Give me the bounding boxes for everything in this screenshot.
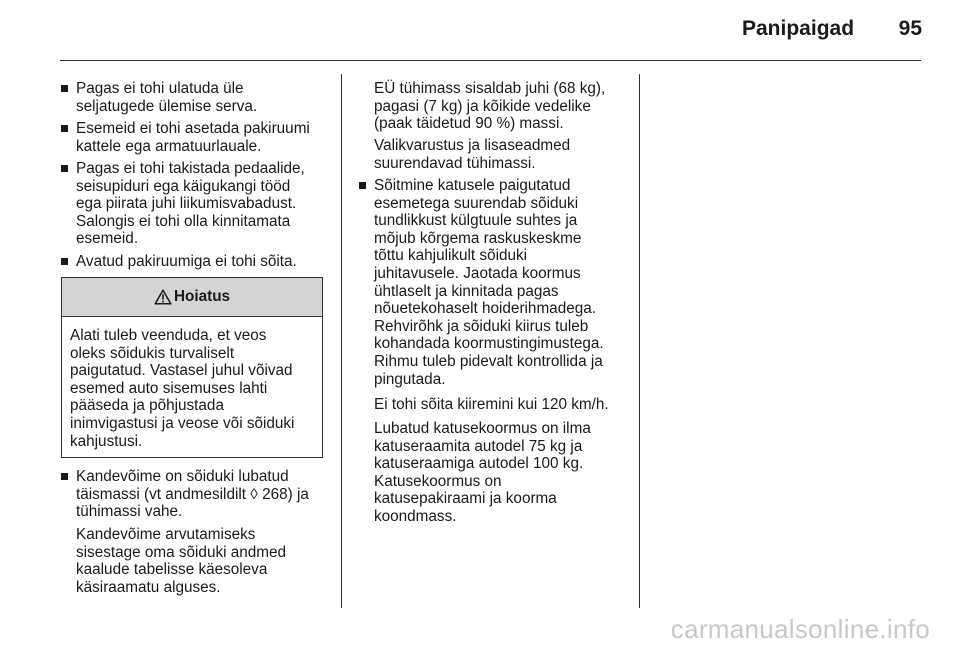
text-line: Pagas ei tohi ulatuda üle: [76, 80, 244, 97]
text-line: sisestage oma sõiduki andmed: [76, 543, 287, 561]
text-line: nõuetekohaselt hoiderihmadega.: [374, 300, 596, 318]
text-line: esemeid.: [76, 230, 139, 248]
warning-box: [61, 277, 323, 458]
text-line: ega piirata juhi liikumisvabadust.: [76, 195, 297, 213]
text-line: täismassi (vt andmesildilt ◊ 268) ja: [76, 485, 309, 503]
text-line: Lubatud katusekoormus on ilma: [374, 420, 591, 437]
warning-header: [62, 278, 322, 317]
text-line: mõjub kõrgema raskuskeskme: [374, 229, 582, 247]
warning-text: [62, 317, 322, 450]
list-item: [61, 80, 331, 115]
text-line: kahjustusi.: [70, 432, 143, 450]
text-line: käsiraamatu alguses.: [76, 578, 221, 596]
text-line: kaalude tabelisse käesoleva: [76, 561, 268, 579]
list-item: [61, 253, 331, 271]
column-divider-right: [639, 74, 640, 608]
paragraph: [374, 80, 636, 133]
text-line: Alati tuleb veenduda, et veos: [70, 327, 267, 344]
text-line: juhitavusele. Jaotada koormus: [374, 264, 581, 282]
list-item: [61, 160, 331, 248]
text-line: tühimassi vahe.: [76, 503, 183, 521]
text-line: Avatud pakiruumiga ei tohi sõita.: [76, 253, 297, 270]
warning-triangle-icon: [154, 289, 172, 305]
list-item: [61, 120, 331, 155]
text-line: ühtlaselt ja kinnitada pagas: [374, 282, 559, 300]
paragraph: [374, 137, 636, 172]
text-line: seljatugede ülemise serva.: [76, 97, 258, 115]
text-line: pääseda ja põhjustada: [70, 397, 224, 415]
list-item: [359, 177, 634, 388]
text-line: Esemeid ei tohi asetada pakiruumi: [76, 120, 310, 137]
column-divider-left: [341, 74, 342, 608]
text-line: kohandada koormustingimustega.: [374, 335, 604, 353]
page-title: Panipaigad: [742, 17, 855, 40]
text-line: Pagas ei tohi takistada pedaalide,: [76, 160, 305, 177]
text-line: suurendavad tühimassi.: [374, 154, 536, 172]
text-line: katuseraamiga autodel 100 kg.: [374, 455, 584, 473]
text-line: esemed auto sisemuses lahti: [70, 379, 268, 397]
bullet-square-icon: [61, 258, 68, 265]
text-line: Sõitmine katusele paigutatud: [374, 177, 571, 194]
text-line: katusepakiraami ja koorma: [374, 490, 557, 508]
bullet-square-icon: [61, 165, 68, 172]
text-line: koondmass.: [374, 507, 457, 525]
warning-title: Hoiatus: [173, 288, 231, 305]
text-line: tundlikkust külgtuule suhtes ja: [374, 212, 578, 230]
paragraph: [374, 396, 636, 414]
text-line: Katusekoormus on: [374, 472, 502, 490]
text-line: katuseraamita autodel 75 kg ja: [374, 437, 583, 455]
text-line: (paak täidetud 90 %) massi.: [374, 115, 564, 133]
text-line: seisupiduri ega käigukangi tööd: [76, 177, 291, 195]
text-line: Valikvarustus ja lisaseadmed: [374, 137, 571, 154]
text-line: oleks sõidukis turvaliselt: [70, 344, 235, 362]
text-line: Rihmu tuleb pidevalt kontrollida ja: [374, 352, 603, 370]
text-line: pingutada.: [374, 370, 446, 388]
list-item: [61, 468, 336, 521]
text-line: pagasi (7 kg) ja kõikide vedelike: [374, 97, 591, 115]
bullet-square-icon: [359, 182, 366, 189]
text-line: paigutatud. Vastasel juhul võivad: [70, 362, 293, 380]
text-line: Kandevõime arvutamiseks: [76, 526, 256, 543]
text-line: inimvigastusi ja veose või sõiduki: [70, 414, 295, 432]
page-number: 95: [898, 17, 922, 40]
text-line: kattele ega armatuurlauale.: [76, 137, 262, 155]
watermark: carmanualsonline.info: [670, 614, 930, 644]
header-divider: [60, 60, 921, 61]
text-line: Rehvirõhk ja sõiduki kiirus tuleb: [374, 317, 589, 335]
text-line: Salongis ei tohi olla kinnitamata: [76, 212, 291, 230]
paragraph: [76, 526, 334, 596]
text-line: Kandevõime on sõiduki lubatud: [76, 468, 289, 485]
paragraph: [374, 420, 636, 526]
bullet-square-icon: [61, 473, 68, 480]
text-line: tõttu kahjulikult sõiduki: [374, 247, 528, 265]
text-line: Ei tohi sõita kiiremini kui 120 km/h.: [374, 396, 609, 413]
text-line: esemetega suurendab sõiduki: [374, 194, 579, 212]
text-line: EÜ tühimass sisaldab juhi (68 kg),: [374, 80, 606, 97]
bullet-square-icon: [61, 125, 68, 132]
bullet-square-icon: [61, 85, 68, 92]
